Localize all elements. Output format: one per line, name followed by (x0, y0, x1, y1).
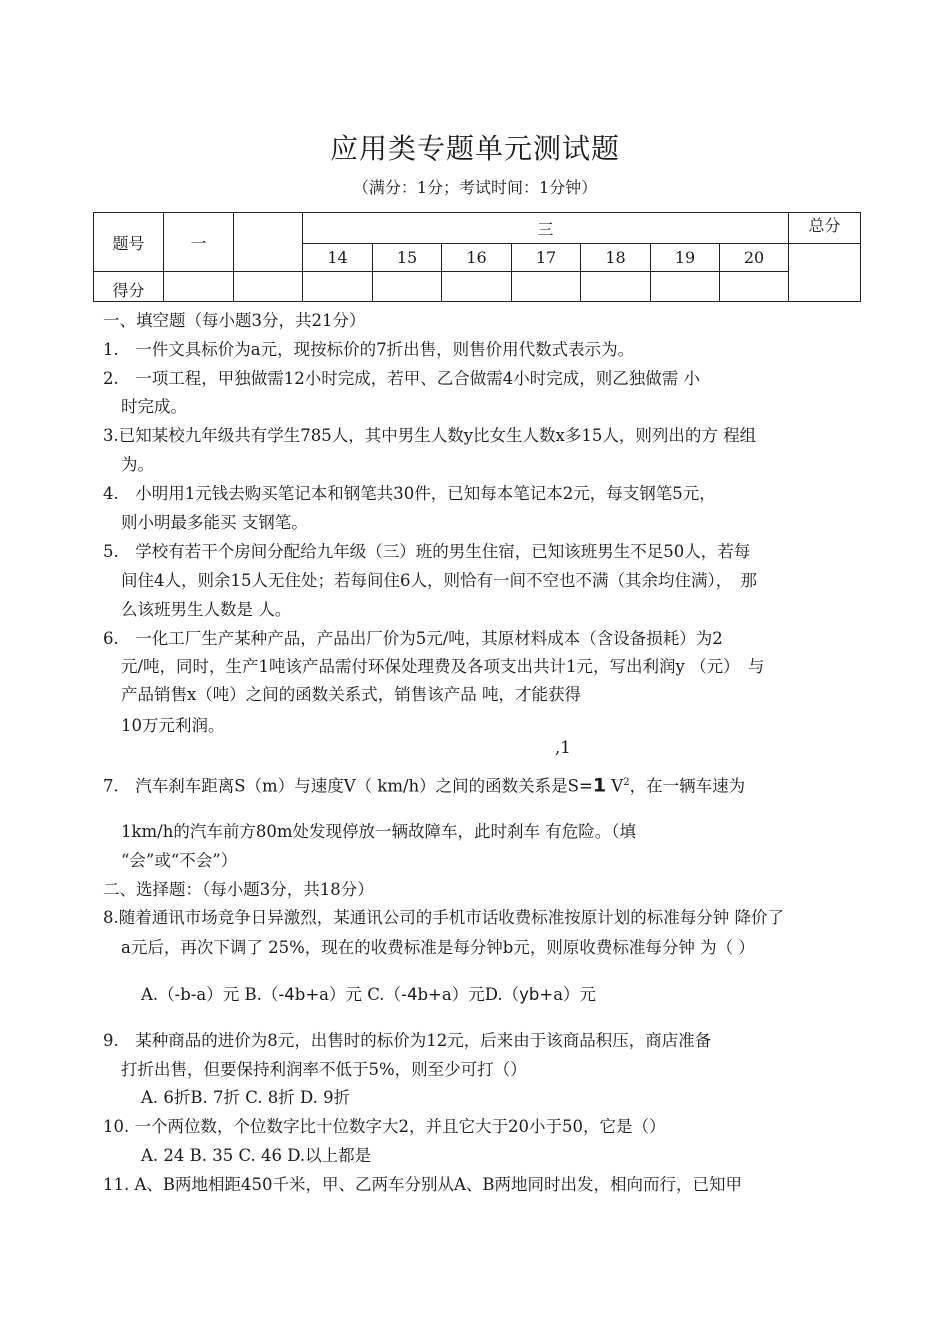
question-8-option-text: b+a）元 C.（ (294, 985, 402, 1004)
question-7-exponent: 2 (623, 777, 630, 788)
question-8-option-text: yb (519, 985, 540, 1004)
question-4-line1: 4. 小明用1元钱去购买笔记本和钢笔共30件，已知每本笔记本2元，每支钢笔5元， (103, 484, 716, 503)
score-table-total-cell (789, 244, 861, 302)
question-9-line2: 打折出售，但要保持利润率不低于5%，则至少可打（） (121, 1060, 527, 1079)
question-6-line3: 产品销售x（吨）之间的函数关系式，销售该产品 吨，才能获得 (121, 685, 582, 704)
question-8-option-text: -4 (278, 985, 295, 1004)
score-cell (442, 272, 512, 302)
score-cell (512, 272, 581, 302)
question-7-line3: “会”或“不会”） (121, 851, 238, 870)
question-10-options: A. 24 B. 35 C. 46 D.以上都是 (141, 1146, 372, 1165)
section1-heading: 一、填空题（每小题3分，共21分） (103, 311, 366, 330)
question-8-line1: 8.随着通讯市场竞争日异激烈，某通讯公司的手机市话收费标准按原计划的标准每分钟 降价了 (103, 908, 784, 927)
score-table-col-two (234, 213, 303, 272)
score-table-col-total: 总分 (789, 213, 861, 244)
score-table-sub-col: 17 (512, 244, 581, 272)
score-table-header-label: 题号 (94, 213, 164, 272)
score-table-sub-col: 14 (303, 244, 373, 272)
score-table-col-one: 一 (164, 213, 234, 272)
question-7-coefficient: 1 (592, 774, 607, 797)
question-3-line1: 3.已知某校九年级共有学生785人，其中男生人数y比女生人数x多15人，则列出的方 程组 (103, 426, 757, 445)
score-table-sub-col: 16 (442, 244, 512, 272)
question-5-line3: 么该班男生人数是 人。 (121, 600, 292, 619)
question-9-options: A. 6折B. 7折 C. 8折 D. 9折 (141, 1088, 351, 1107)
question-7-line1-c: ，在一辆车速为 (629, 776, 746, 796)
question-2-line1: 2. 一项工程，甲独做需12小时完成，若甲、乙合做需4小时完成，则乙独做需 小 (103, 369, 700, 388)
question-6-line2: 元/吨，同时，生产1吨该产品需付环保处理费及各项支出共计1元，写出利润y （元） 与 (121, 657, 765, 676)
question-5-line2: 间住4人，则余15人无住处；若每间住6人，则恰有一间不空也不满（其余均住满）， 那 (121, 571, 757, 590)
score-table-score-label: 得分 (94, 272, 164, 302)
score-cell (581, 272, 651, 302)
question-8-option-text: +a）元 (539, 985, 597, 1004)
question-8-option-text: -4 (401, 985, 418, 1004)
score-table-col-three: 三 (303, 213, 789, 244)
page-title: 应用类专题单元测试题 (329, 132, 620, 165)
question-10-line1: 10. 一个两位数，个位数字比十位数字大2，并且它大于20小于50，它是（） (103, 1117, 666, 1136)
question-11-line1: 11. A、B两地相距450千米，甲、乙两车分别从A、B两地同时出发，相向而行，已知甲 (103, 1175, 743, 1194)
question-7-line1-b: V (606, 776, 624, 796)
question-1: 1. 一件文具标价为a元，现按标价的7折出售，则售价用代数式表示为。 (103, 340, 635, 359)
question-8-options (141, 985, 596, 1005)
question-2-line2: 时完成。 (121, 397, 187, 416)
question-8-option-text: b+a）元D.（ (417, 985, 520, 1004)
score-table-sub-col: 15 (373, 244, 442, 272)
question-7-line1-a: 7. 汽车刹车距离S（m）与速度V（ km/h）之间的函数关系是S= (103, 776, 593, 796)
question-4-line2: 则小明最多能买 支钢笔。 (121, 513, 308, 532)
question-8-line2: a元后，再次下调了 25%，现在的收费标准是每分钟b元，则原收费标准每分钟 为（ ） (121, 938, 755, 957)
question-6-line4: 10万元利润。 (121, 716, 225, 735)
score-table-sub-col: 18 (581, 244, 651, 272)
question-7-line2: 1km/h的汽车前方80m处发现停放一辆故障车，此时刹车 有危险。（填 (121, 822, 636, 841)
question-6-line1: 6. 一化工厂生产某种产品，产品出厂价为5元/吨，其原材料成本（含设备损耗）为2 (103, 629, 723, 648)
score-cell (303, 272, 373, 302)
section2-heading: 二、选择题：（每小题3分，共18分） (103, 880, 374, 899)
question-9-line1: 9. 某种商品的进价为8元，出售时的标价为12元，后来由于该商品积压，商店准备 (103, 1031, 712, 1050)
question-5-line1: 5. 学校有若干个房间分配给九年级（三）班的男生住宿，已知该班男生不足50人，若每 (103, 542, 751, 561)
score-cell (373, 272, 442, 302)
question-8-option-text: A.（-b-a）元 B.（ (141, 985, 279, 1004)
score-cell (164, 272, 234, 302)
question-3-line2: 为。 (121, 455, 154, 474)
score-table-sub-col: 20 (720, 244, 789, 272)
score-table (93, 212, 861, 302)
question-7-line1 (103, 773, 745, 797)
score-cell (651, 272, 720, 302)
score-cell (720, 272, 789, 302)
page-subtitle: （满分：1分；考试时间：1分钟） (352, 178, 598, 197)
question-7-fraction-top: ,1 (555, 738, 571, 757)
score-table-sub-col: 19 (651, 244, 720, 272)
score-cell (234, 272, 303, 302)
